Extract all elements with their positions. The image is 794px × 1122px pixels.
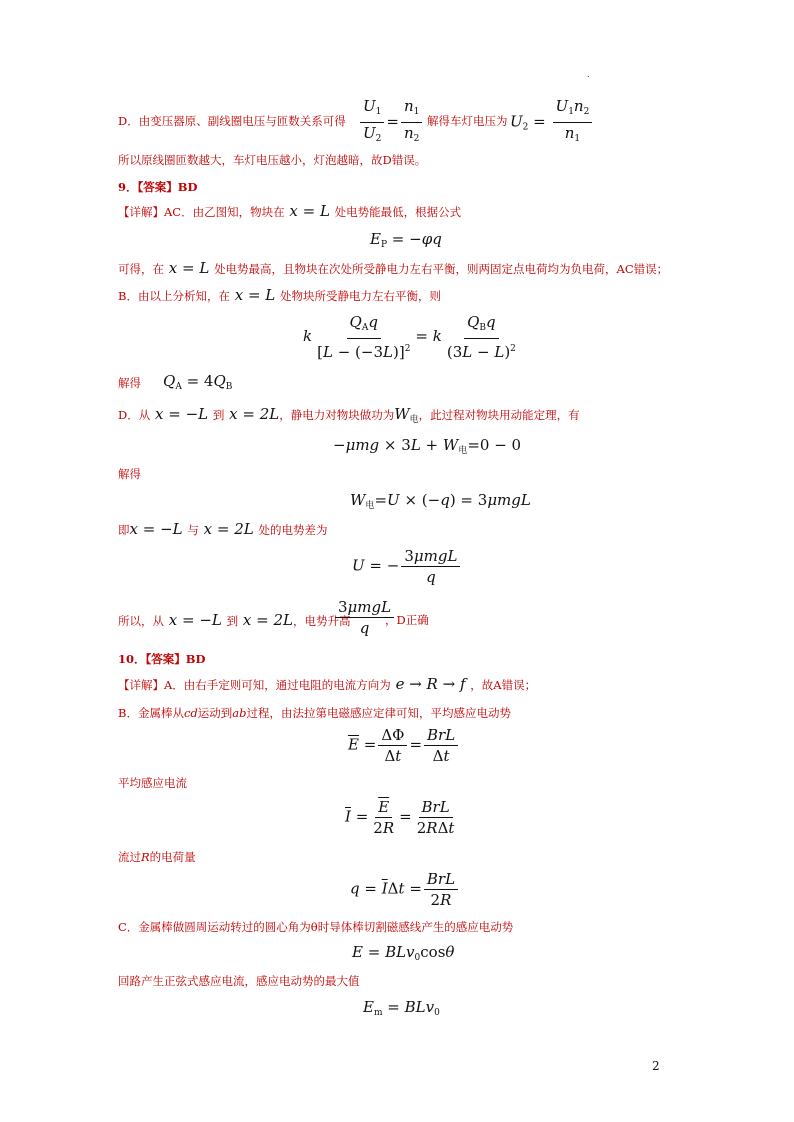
- page-number: 2: [652, 1059, 660, 1073]
- q10-b-pre: B．金属棒从: [118, 706, 184, 720]
- q10-c: C．金属棒做圆周运动转过的圆心角为θ时导体棒切割磁感线产生的感应电动势: [118, 920, 514, 934]
- q9-d-ok: ，D正确: [385, 613, 429, 627]
- q10-charge-r: R: [141, 850, 150, 864]
- q10-a-text: 【详解】A．由右手定则可知，通过电阻的电流方向为: [118, 678, 391, 692]
- q10-sin: 回路产生正弦式感应电流，感应电动势的最大值: [118, 974, 360, 988]
- q9-line-so: 所以，从 x = −L 到 x = 2L，电势升高: [118, 611, 351, 629]
- formula-avg-current: $\overline{I}$ = $\frac{\overline{E}}{2R}$ = $\frac{\text{BrL}}{\text{2RΔt}}$: [345, 798, 455, 837]
- header-dot: .: [587, 70, 590, 79]
- q9-line-d: D．从 x = −L 到 x = 2L，静电力对物块做功为$W_电$，此过程对物块用动能定理，有: [118, 405, 580, 425]
- q9-yu: 与: [187, 523, 199, 537]
- q9-d4: ，此过程对物块用动能定理，有: [418, 408, 580, 422]
- formula-lamp-voltage: $U_2$ = $\frac{U_1n_2}{n_1}$: [510, 97, 594, 148]
- formula-voltage-ratio: $\frac{U_1}{U_2}$ = $\frac{n_1}{n_2}$: [358, 97, 424, 148]
- q9-solve: 解得: [118, 376, 141, 390]
- line-d-mid: 解得车灯电压为: [427, 114, 508, 128]
- q9-diff: 处的电势差为: [258, 523, 328, 537]
- formula-emf-cos: E = BLv$_0$cosθ: [352, 943, 455, 963]
- q9-solve2: 解得: [118, 467, 141, 481]
- q9-answer: 9．【答案】BD: [118, 180, 198, 194]
- line-d-prefix: D．由变压器原、副线圈电压与匝数关系可得: [118, 114, 346, 128]
- q10-charge-post: 的电荷量: [149, 850, 196, 864]
- q9-d3: ，静电力对物块做功为: [279, 408, 395, 422]
- q10-line-b: [118, 706, 511, 720]
- formula-ep: $E_P = -\varphi q$: [370, 230, 442, 250]
- q10-b-post: 过程，由法拉第电磁感应定律可知，平均感应电动势: [246, 706, 511, 720]
- formula-avg-emf: $\overline{E}$ = $\frac{\Delta\Phi}{\Delta t}$ = $\frac{\text{BrL}}{\Delta t}$: [348, 726, 460, 765]
- q9-ji: 即: [118, 523, 130, 537]
- q10-b-ab: ab: [232, 706, 247, 720]
- q10-charge-pre: 流过: [118, 850, 141, 864]
- q10-answer: 10．【答案】BD: [118, 652, 206, 666]
- q10-b-mid: 运动到: [197, 706, 233, 720]
- formula-coulomb-balance: k $\frac{Q_Aq}{[L - (-3L)]^2}$ = k $\frac{Q_Bq}{(3L - L)^2}$: [303, 313, 516, 361]
- q9-to: 到: [226, 614, 239, 628]
- line-d-conclusion: 所以原线圈匝数越大，车灯电压越小，灯泡越暗，故D错误。: [118, 153, 427, 167]
- q9-d1: D．从: [118, 408, 151, 422]
- q9-detail-a-text: 【详解】AC．由乙图知，物块在: [118, 205, 285, 219]
- formula-potential-diff: U = − $\frac{\text{3μmgL}}{q}$: [352, 547, 462, 586]
- formula-emf-max: $E_m = BLv_0$: [363, 998, 440, 1018]
- formula-work-energy: $-\mu mg \times 3L + W_电=0 - 0$: [333, 436, 522, 456]
- formula-w-electric: $W_电=U \times (-q) = 3\mu mgL$: [350, 491, 531, 511]
- q9-b2-text: 处物块所受静电力左右平衡，则: [280, 289, 442, 303]
- q9-line-ke: 可得，在 x = L 处电势最高，且物块在次处所受静电力左右平衡，则两固定点电荷均为负电荷，AC错误；: [118, 259, 669, 277]
- q9-line-ji: 即x = −L 与 x = 2L 处的电势差为: [118, 520, 328, 538]
- q9-rise: ，电势升高: [292, 614, 351, 628]
- q9-so: 所以，从: [118, 614, 164, 628]
- q9-detail-a: 【详解】AC．由乙图知，物块在 x = L 处电势能最低，根据公式: [118, 202, 462, 220]
- formula-charge: $q = \overline{I}\Delta t$ = $\frac{\text{BrL}}{2R}$: [350, 870, 460, 909]
- q9-detail-b-text: 处电势能最低，根据公式: [334, 205, 462, 219]
- q10-b-cd: cd: [183, 706, 198, 720]
- q9-line-b: B．由以上分析知，在 x = L 处物块所受静电力左右平衡，则: [118, 286, 442, 304]
- formula-qa-qb: $Q_A = 4Q_B$: [163, 372, 233, 392]
- q9-ke2-text: 处电势最高，且物块在次处所受静电力左右平衡，则两固定点电荷均为负电荷，AC错误；: [214, 262, 669, 276]
- q9-b-text: B．由以上分析知，在: [118, 289, 230, 303]
- q9-d2: 到: [212, 408, 225, 422]
- q9-ke-text: 可得，在: [118, 262, 164, 276]
- q10-line-a: 【详解】A．由右手定则可知，通过电阻的电流方向为 e → R → f ，故A错误；: [118, 675, 537, 693]
- q10-a2-text: ，故A错误；: [470, 678, 537, 692]
- q10-charge-line: [118, 850, 196, 864]
- q10-avg-i: 平均感应电流: [118, 776, 187, 790]
- formula-rise: $\frac{\text{3μmgL}}{q}$: [333, 598, 396, 637]
